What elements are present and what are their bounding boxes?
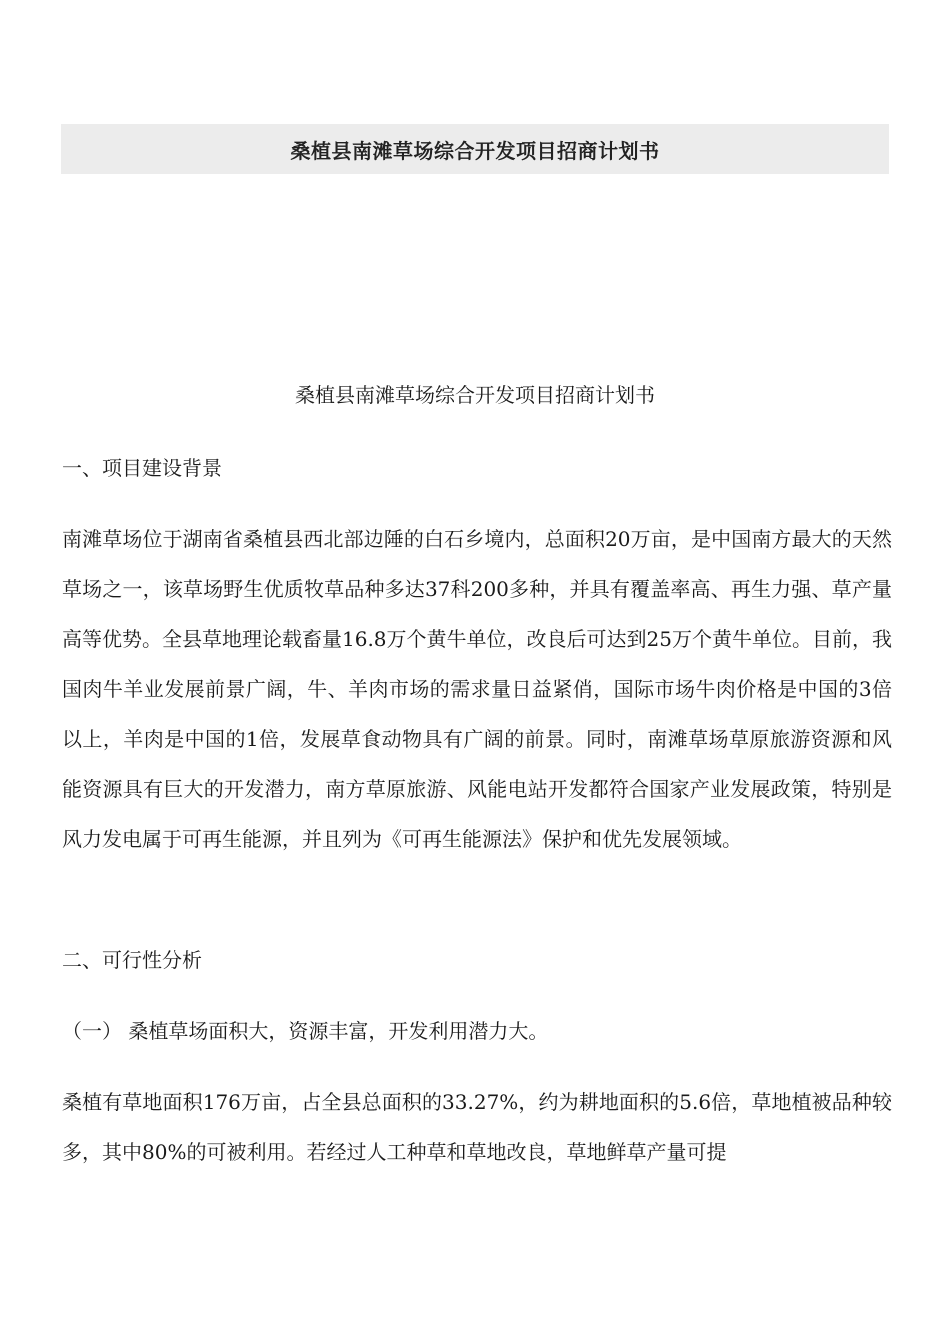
subsection-paragraph-1: 桑植有草地面积176万亩，占全县总面积的33.27%，约为耕地面积的5.6倍，草地植被品种较多，其中80%的可被利用。若经过人工种草和草地改良，草地鲜草产量可提 — [62, 1090, 892, 1164]
document-title: 桑植县南滩草场综合开发项目招商计划书 — [295, 383, 655, 407]
section-heading-background: 一、项目建设背景 — [62, 456, 222, 480]
banner-title: 桑植县南滩草场综合开发项目招商计划书 — [290, 138, 660, 163]
section-paragraph-background: 南滩草场位于湖南省桑植县西北部边陲的白石乡境内，总面积20万亩，是中国南方最大的天然草场之一，该草场野生优质牧草品种多达37科200多种，并具有覆盖率高、再生力强、草产量高等优势。全县草地理论载畜量16.8万个黄牛单位，改良后可达到25万个黄牛单位。目前，我国肉牛羊业发展前景广阔，牛、羊肉市场的需求量日益紧俏，国际市场牛肉价格是中国的3倍以上，羊肉是中国的1倍，发展草食动物具有广阔的前景。同时，南滩草场草原旅游资源和风能资源具有巨大的开发潜力，南方草原旅游、风能电站开发都符合国家产业发展政策，特别是风力发电属于可再生能源，并且列为《可再生能源法》保护和优先发展领域。 — [62, 527, 892, 851]
header-banner — [61, 124, 889, 174]
section-heading-feasibility: 二、可行性分析 — [62, 948, 202, 972]
subsection-heading-1: （一） 桑植草场面积大，资源丰富，开发利用潜力大。 — [62, 1019, 549, 1043]
